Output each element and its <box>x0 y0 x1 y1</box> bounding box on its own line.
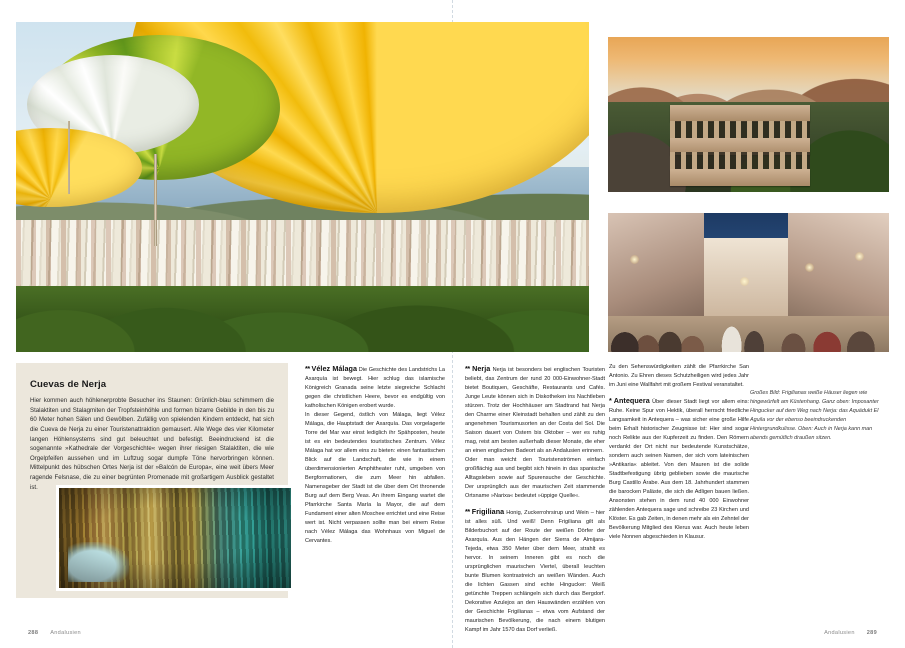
cuevas-de-nerja-photo <box>56 485 294 591</box>
aqueduct-tier-1 <box>670 105 811 122</box>
rating-stars: * <box>609 395 612 405</box>
entry-frigiliana <box>465 506 605 635</box>
page-number-right: 289 <box>866 630 877 636</box>
entry-paragraph-1: Über dieser Stadt liegt vor allem eins: Ruhe. Keine Spur von Hektik, überall herrscht friedliche Langsamkeit in Antequera – was sicher eine große Hilfe beim Erhalt historischer Zeugnisse ist: Hier sind sogar noch Relikte aus der Kupferzeit zu finden. Den Römern verdankt der Ort nicht nur bedeutende Kunstschätze, sondern auch seinen Namen, der sich vom lateinischen »Antikaria« ableitet. Von den Mauren ist die solide Stadtbefestigung übrig geblieben sowie die maurische Burg Castillo Árabe. Aus dem 18. Jahrhundert stammen die barocken Paläste, die sich die Adligen bauen ließen. Ansonsten stehen in dem rund 40 000 Einwohner zählenden Antequera sage und schreibe 23 Kirchen und Klöster. Es gab Zeiten, in denen mehr als ein Zehntel der Bevölkerung Mitglied des Klerus war. Auch heute leben viele Nonnen abgeschieden in Klausur. <box>609 398 750 540</box>
entry-paragraph-1: Nerja ist besonders bei englischen Touristen beliebt, das Zentrum der rund 20 000-Einwohner-Stadt bietet Boutiquen, Geschäfte, Restaurants und Cafés. Junge Leute können sich in Diskotheken ins Nachtleben stürzen. Trotz der Hochhäuser am Stadtrand hat Nerja den Charme einer Kleinstadt behalten und zählt zu den angenehmen Tourismusorten an der Costa del Sol. Die Saison dauert von Ostern bis Oktober – wer es ruhig mag, reist am besten außerhalb dieser Monate, die eher an einen englischen Badeort als an Andalusien erinnern. <box>465 367 605 454</box>
entry-paragraph-1: Honig, Zuckerrohrsirup und Wein – hier ist alles süß. Und weiß! Denn Frigiliana gilt als Bilderbuchort auf der Route der weißen Dörfer der Axarquía. Aus den Hängen der Sierra de Almijara-Tejeda, etwa 350 Meter über dem Meer, strahlt es hervor. In seinem Inneren gibt es noch die ursprünglichen maurischen Viertel, überall leuchten bunte Blumen kontrastreich an weißen Wänden. Auch die lichten Gassen sind echte Hingucker: Weiß getünchte Treppen schlängeln sich durch das Bergdorf. Dekorative Azulejos an den Hauswänden erzählen von der Geschichte Frigilianas – etwa vom Aufstand der maurischen Bevölkerung, die nach einem blutigen Kampf im Jahr 1570 das Dorf verließ. <box>465 509 605 633</box>
page-number-left: 288 <box>28 630 39 636</box>
entry-nerja-cont: Oder man weicht den Touristenströmen einfach großflächig aus und begibt sich hinein in das spanische Alltagsleben sowie auf Spurensuche der Geschichte. Der ursprünglich aus der maurischen Zeit stammende Ortsname »Narixa« bedeutet »üppige Quelle«. <box>465 456 605 499</box>
entry-title: Vélez Málaga <box>311 364 357 373</box>
cave-vignette <box>59 488 291 588</box>
foreground-foliage-layer <box>16 286 589 352</box>
section-name-left: Andalusien <box>50 630 81 636</box>
folio-right <box>824 630 877 636</box>
street-lamp-icon <box>740 277 749 286</box>
folio-left <box>28 630 81 636</box>
nerja-street-evening-photo <box>608 213 889 352</box>
section-name-right: Andalusien <box>824 630 855 636</box>
frigiliana-parasols-photo <box>16 22 589 352</box>
rating-stars: ** <box>465 364 470 373</box>
entry-nerja <box>465 363 605 456</box>
text-column-2 <box>465 363 605 635</box>
text-column-4 <box>750 363 890 443</box>
entry-antequera <box>609 395 749 542</box>
street-lamp-icon <box>805 263 814 272</box>
entry-title: Nerja <box>472 364 491 373</box>
parasol-pole-left <box>68 121 70 194</box>
entry-frigiliana-cont: Zu den Sehenswürdigkeiten zählt die Pfarrkirche San Antonio. Zu Ehren dieses Schutzheiligen wird jedes Jahr im Juni eine Wallfahrt mit großem Festival veranstaltet. <box>609 364 749 388</box>
text-column-3 <box>609 363 749 542</box>
rating-stars: ** <box>305 364 310 373</box>
entry-title: Frigiliana <box>471 506 505 516</box>
aqueduct-arches-1 <box>670 121 811 140</box>
aqueduct-tier-3 <box>670 169 811 186</box>
entry-title: Antequera <box>613 395 650 405</box>
text-column-1 <box>305 363 445 546</box>
entry-velez-malaga <box>305 363 445 411</box>
nerja-aqueduct-photo <box>608 37 889 192</box>
infobox-body: Hier kommen auch höhlenerprobte Besucher ins Staunen: Grünlich-blau schimmern die Stalaktiten und Stalagmiten der Tropfsteinhöhle und formen bizarre Gebilde in den bis zu 60 Meter hohen Sälen und Gewölben. Zufällig von spielenden Kindern entdeckt, hat sich die Cueva de Nerja zu einer Touristenattraktion gemausert. Alle Wege des vier Kilometer langen Höhlensystems sind gut beleuchtet und befestigt. Beeindruckend ist die sogenannte »Kathedrale der Vorgeschichte« wegen ihrer riesigen Stalaktiten, die wie Orgelpfeifen aussehen und im Luftzug sogar dumpfe Töne hervorbringen können. Mittelpunkt des hübschen Ortes Nerja ist der »Balcón de Europa«, eine weit übers Meer ragende Felsnase, die zu einer begrünten Promenade mit großartigem Ausblick gestaltet ist. <box>30 397 274 491</box>
parasol-pole-center <box>154 154 157 246</box>
entry-paragraph-1: Die Geschichte des Landstrichs La Axarquía ist bewegt. Hier schlug das islamische Königreich Granada seine letzte siegreiche Schlacht gegen die christlichen Heere, bevor es endgültig von katholischen Königen erobert wurde. <box>305 367 446 409</box>
infobox-title: Cuevas de Nerja <box>30 379 107 390</box>
aqueduct-arches-2 <box>670 152 811 171</box>
photo-caption: Großes Bild: Frigilianas weiße Häuser liegen wie hingewürfelt am Küstenhang. Ganz oben: Imposanter Hingucker auf dem Weg nach Nerja: das Aquädukt El Aguila vor der ebenso beeindruckenden Hintergrundkulisse. Oben: Auch in Nerja kann man abends gemütlich draußen sitzen. <box>750 390 879 442</box>
rating-stars: ** <box>465 506 470 516</box>
entry-velez-malaga-cont: In dieser Gegend, östlich von Málaga, liegt Vélez Málaga, die Hauptstadt der Axarquía. Das vorgelagerte Torre del Mar war einst lediglich ihr Spähposten, heute ist es ein bedeutendes touristisches Zentrum. Vélez Málaga hat vor allem eins zu bieten: einen fantastischen Blick auf die Landschaft, die wie in einem überdimensionierten Amphitheater ruht, umgeben von Bergformationen, die zum Meer hin abfallen. Namensgeber der Stadt ist die über dem Ort thronende Burg auf dem Berg Veas. An ihrem Eingang wartet die Pfarrkirche Santa María la Mayor, die auf dem Fundament einer alten Moschee errichtet und eine Reise wert ist. Nicht verpassen sollte man bei einem Reise nach Vélez Málaga das Wohnhaus von Miguel de Cervantes. <box>305 411 445 544</box>
cafe-crowd-layer <box>608 302 889 352</box>
